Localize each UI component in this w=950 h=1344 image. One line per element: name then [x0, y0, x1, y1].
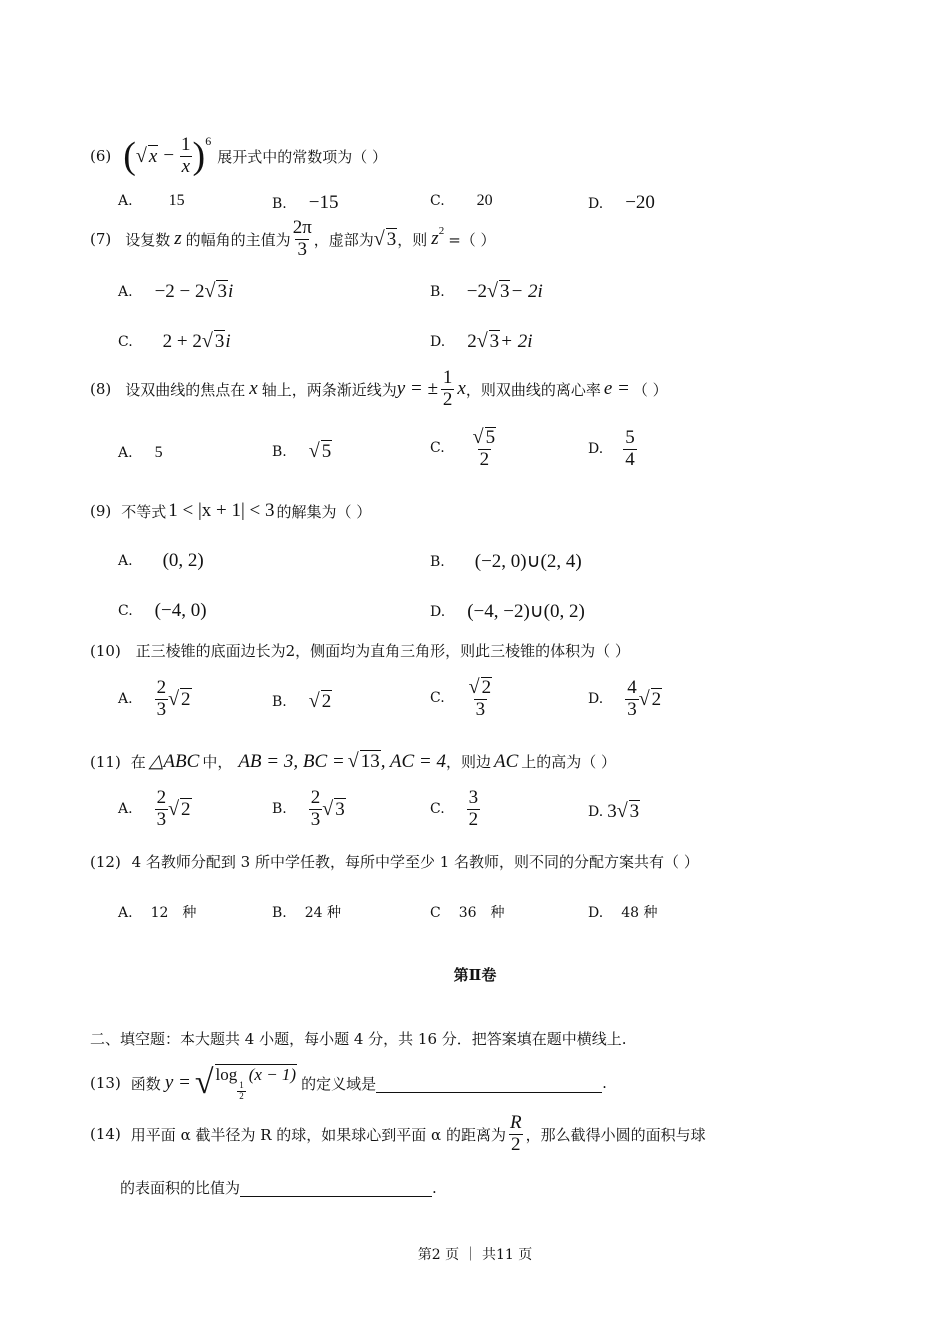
question-14-line-2: 的表面积的比值为 . — [120, 1178, 437, 1197]
q7-option-d[interactable]: D. 2 √ 3 + 2i — [430, 330, 533, 352]
q8-option-b[interactable]: B. √ 5 — [272, 440, 332, 462]
q6-option-a[interactable]: A. 15 — [118, 192, 185, 209]
question-number: (9) — [90, 502, 112, 520]
q12-option-b[interactable]: B. 24 种 — [272, 905, 342, 921]
question-13: (13) 函数 y = √ log $\frac{1}{2}$ (x − 1) 的定义域是 . — [90, 1064, 607, 1101]
question-number: (8) — [90, 380, 112, 398]
q11-option-d[interactable]: D. 3 √ 3 — [588, 800, 640, 822]
q8-option-d[interactable]: D. $\frac{5}{4}$ — [588, 427, 635, 470]
q8-option-c[interactable]: C. $\frac{√ 5}{2}$ — [430, 426, 496, 470]
q7-option-a[interactable]: A. −2 − 2 √ 3 i — [118, 280, 234, 302]
q9-option-c[interactable]: C. (−4, 0) — [118, 600, 207, 621]
answer-blank-14[interactable] — [240, 1178, 432, 1197]
question-14: (14) 用平面 α 截半径为 R 的球，如果球心到平面 α 的距离为 $\frac{R}{2}$ ，那么截得小圆的面积与球 — [90, 1111, 706, 1155]
q8-option-a[interactable]: A. 5 — [118, 444, 163, 461]
answer-blank-13[interactable] — [376, 1074, 602, 1093]
question-8: (8) 设双曲线的焦点在 x 轴上，两条渐近线为 y = ± $\frac{1}{2}$ x ，则双曲线的离心率 e = （ ） — [90, 366, 668, 410]
page-footer: 第2 页 ｜ 共11 页 — [417, 1247, 533, 1263]
question-number: (6) — [90, 147, 112, 165]
q12-option-d[interactable]: D. 48 种 — [588, 905, 658, 921]
q11-option-a[interactable]: A. $\frac{2}{3}$ √ 2 — [118, 787, 191, 830]
question-text: 展开式中的常数项为（ ） — [217, 147, 387, 166]
part-2-title: 第Ⅱ卷 — [453, 966, 497, 984]
exponent: 6 — [205, 134, 212, 148]
q12-option-a[interactable]: A. 12 种 — [118, 905, 197, 921]
q10-option-a[interactable]: A. $\frac{2}{3}$ √ 2 — [118, 677, 191, 720]
q6-option-b[interactable]: B. −15 — [272, 192, 339, 213]
q6-option-c[interactable]: C. 20 — [430, 192, 493, 209]
question-7: (7) 设复数 z 的幅角的主值为 $\frac{2\pi}{3}$ ，虚部为 √ 3 ，则 z 2 =（ ） — [90, 216, 496, 260]
section-2-instructions: 二、填空题：本大题共 4 小题，每小题 4 分，共 16 分．把答案填在题中横线上. — [90, 1030, 627, 1048]
q9-option-d[interactable]: D. (−4, −2)∪(0, 2) — [430, 601, 585, 622]
q10-option-c[interactable]: C. $\frac{√ 2}{3}$ — [430, 676, 492, 720]
question-number: (14) — [90, 1125, 121, 1143]
q9-option-b[interactable]: B. (−2, 0)∪(2, 4) — [430, 551, 582, 572]
question-number: (7) — [90, 230, 112, 248]
question-6: (6) ( √ x − $\frac{1}{x}$ ) 6 展开式中的常数项为（ ） — [90, 133, 387, 177]
question-12: (12) 4 名教师分配到 3 所中学任教，每所中学至少 1 名教师，则不同的分配方案共有（ ） — [90, 853, 699, 871]
question-number: (13) — [90, 1074, 121, 1092]
q9-option-a[interactable]: A. (0, 2) — [118, 550, 204, 571]
question-11: (11) 在 △ABC 中， AB = 3, BC = √ 13 , AC = 4 ，则边 AC 上的高为（ ） — [90, 750, 617, 772]
q10-option-b[interactable]: B. √ 2 — [272, 690, 332, 712]
q7-option-b[interactable]: B. −2 √ 3 − 2i — [430, 280, 543, 302]
question-9: (9) 不等式 1 < |x + 1| < 3 的解集为（ ） — [90, 500, 372, 521]
q12-option-c[interactable]: C 36 种 — [430, 905, 505, 921]
question-10: (10) 正三棱锥的底面边长为2，侧面均为直角三角形，则此三棱锥的体积为（ ） — [90, 642, 630, 660]
q11-option-b[interactable]: B. $\frac{2}{3}$ √ 3 — [272, 787, 345, 830]
q7-option-c[interactable]: C. 2 + 2 √ 3 i — [118, 330, 231, 352]
fraction: $\frac{1}{x}$ — [181, 133, 191, 177]
sqrt-x: x — [148, 145, 158, 167]
q11-option-c[interactable]: C. $\frac{3}{2}$ — [430, 787, 479, 830]
question-number: (10) — [90, 642, 121, 660]
q6-option-d[interactable]: D. −20 — [588, 192, 655, 213]
q10-option-d[interactable]: D. $\frac{4}{3}$ √ 2 — [588, 677, 662, 720]
question-number: (11) — [90, 752, 121, 771]
question-number: (12) — [90, 853, 121, 871]
